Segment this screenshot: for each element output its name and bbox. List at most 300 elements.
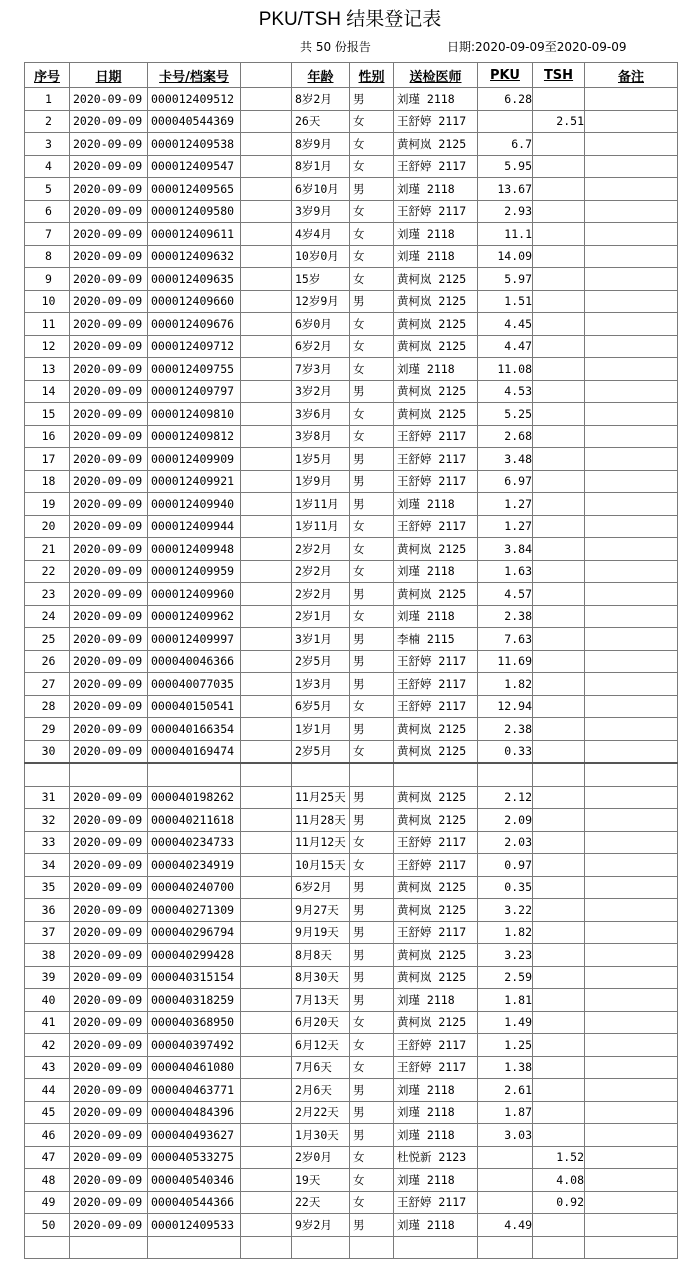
cell-pku: 1.25: [478, 1034, 533, 1057]
table-row: [25, 966, 678, 989]
cell-sex: 男: [350, 899, 394, 922]
cell-card-number: 000040234919: [148, 854, 241, 877]
cell-tsh: [533, 200, 585, 223]
cell-notes: [585, 989, 678, 1012]
cell-date: 2020-09-09: [70, 718, 148, 741]
cell-age: 26天: [292, 110, 350, 133]
cell-card-number: 000012409921: [148, 470, 241, 493]
cell-pku: 11.69: [478, 650, 533, 673]
cell-pku: 0.35: [478, 876, 533, 899]
table-row: [25, 673, 678, 696]
cell-notes: [585, 1169, 678, 1192]
cell-age: 8岁9月: [292, 133, 350, 156]
cell-age: 2岁2月: [292, 583, 350, 606]
cell-sex: 女: [350, 740, 394, 763]
cell-seq: 48: [25, 1169, 70, 1192]
cell-card-number: 000012409660: [148, 290, 241, 313]
cell-card-number: 000040533275: [148, 1146, 241, 1169]
cell-date: 2020-09-09: [70, 1056, 148, 1079]
table-row: [25, 448, 678, 471]
cell-pku: 14.09: [478, 245, 533, 268]
cell-pku: 2.12: [478, 786, 533, 809]
cell-notes: [585, 335, 678, 358]
cell-seq: 1: [25, 88, 70, 111]
cell-doctor: 刘瑾 2118: [394, 1079, 478, 1102]
cell-card-number: 000012409565: [148, 178, 241, 201]
cell-blank: [241, 1034, 292, 1057]
cell-sex: 男: [350, 493, 394, 516]
cell-seq: 23: [25, 583, 70, 606]
cell-sex: 男: [350, 718, 394, 741]
cell-tsh: [533, 673, 585, 696]
cell-tsh: [533, 1236, 585, 1259]
cell-pku: [478, 110, 533, 133]
cell-sex: 女: [350, 1146, 394, 1169]
cell-pku: [478, 1236, 533, 1259]
cell-blank: [241, 695, 292, 718]
cell-card-number: 000012409533: [148, 1214, 241, 1237]
cell-seq: 9: [25, 268, 70, 291]
cell-pku: [478, 1169, 533, 1192]
cell-seq: 3: [25, 133, 70, 156]
cell-card-number: 000040234733: [148, 831, 241, 854]
cell-card-number: 000012409940: [148, 493, 241, 516]
cell-tsh: [533, 403, 585, 426]
cell-blank: [241, 223, 292, 246]
cell-card-number: 000040240700: [148, 876, 241, 899]
cell-pku: 3.48: [478, 448, 533, 471]
cell-age: 1岁5月: [292, 448, 350, 471]
page-break-cell: [25, 763, 70, 786]
cell-date: 2020-09-09: [70, 335, 148, 358]
cell-blank: [241, 1214, 292, 1237]
cell-doctor: 王舒婷 2117: [394, 110, 478, 133]
cell-doctor: 王舒婷 2117: [394, 673, 478, 696]
cell-seq: 22: [25, 560, 70, 583]
cell-doctor: 王舒婷 2117: [394, 1034, 478, 1057]
cell-card-number: 000012409512: [148, 88, 241, 111]
cell-age: 2岁2月: [292, 560, 350, 583]
cell-age: 19天: [292, 1169, 350, 1192]
cell-date: 2020-09-09: [70, 515, 148, 538]
cell-doctor: 王舒婷 2117: [394, 425, 478, 448]
cell-age: 7月6天: [292, 1056, 350, 1079]
cell-seq: 18: [25, 470, 70, 493]
cell-sex: 男: [350, 1124, 394, 1147]
cell-seq: 17: [25, 448, 70, 471]
cell-blank: [241, 1124, 292, 1147]
cell-date: 2020-09-09: [70, 155, 148, 178]
report-subheader: [0, 38, 700, 56]
cell-sex: 女: [350, 268, 394, 291]
table-row: [25, 200, 678, 223]
cell-pku: 1.38: [478, 1056, 533, 1079]
page-break-cell: [585, 763, 678, 786]
cell-card-number: 000040544369: [148, 110, 241, 133]
table-row: [25, 1056, 678, 1079]
page-break-cell: [478, 763, 533, 786]
cell-seq: 47: [25, 1146, 70, 1169]
cell-seq: 8: [25, 245, 70, 268]
cell-pku: 4.57: [478, 583, 533, 606]
table-row: [25, 245, 678, 268]
cell-blank: [241, 380, 292, 403]
cell-age: 6岁2月: [292, 876, 350, 899]
cell-date: 2020-09-09: [70, 695, 148, 718]
cell-card-number: 000012409948: [148, 538, 241, 561]
cell-tsh: 1.52: [533, 1146, 585, 1169]
cell-seq: 15: [25, 403, 70, 426]
cell-tsh: [533, 290, 585, 313]
cell-blank: [241, 921, 292, 944]
cell-tsh: [533, 223, 585, 246]
table-row: [25, 1214, 678, 1237]
cell-age: 10岁0月: [292, 245, 350, 268]
table-row: [25, 944, 678, 967]
cell-tsh: [533, 831, 585, 854]
cell-doctor: 刘瑾 2118: [394, 1124, 478, 1147]
cell-pku: 3.84: [478, 538, 533, 561]
cell-pku: 7.63: [478, 628, 533, 651]
cell-sex: 男: [350, 583, 394, 606]
cell-seq: 42: [25, 1034, 70, 1057]
table-row: [25, 1101, 678, 1124]
cell-doctor: 黄柯岚 2125: [394, 335, 478, 358]
table-header: [25, 63, 678, 88]
cell-blank: [241, 831, 292, 854]
cell-date: 2020-09-09: [70, 223, 148, 246]
cell-date: 2020-09-09: [70, 88, 148, 111]
cell-pku: [478, 1191, 533, 1214]
cell-card-number: 000012409797: [148, 380, 241, 403]
cell-doctor: 黄柯岚 2125: [394, 718, 478, 741]
cell-tsh: [533, 921, 585, 944]
cell-blank: [241, 133, 292, 156]
cell-blank: [241, 718, 292, 741]
cell-date: 2020-09-09: [70, 268, 148, 291]
cell-doctor: [394, 1236, 478, 1259]
cell-pku: 4.47: [478, 335, 533, 358]
cell-age: 1岁9月: [292, 470, 350, 493]
cell-blank: [241, 403, 292, 426]
cell-notes: [585, 809, 678, 832]
cell-tsh: [533, 1011, 585, 1034]
cell-doctor: 黄柯岚 2125: [394, 268, 478, 291]
cell-doctor: 黄柯岚 2125: [394, 740, 478, 763]
cell-doctor: 王舒婷 2117: [394, 831, 478, 854]
cell-age: 15岁: [292, 268, 350, 291]
cell-seq: 2: [25, 110, 70, 133]
cell-pku: 3.03: [478, 1124, 533, 1147]
cell-tsh: [533, 268, 585, 291]
cell-date: 2020-09-09: [70, 876, 148, 899]
cell-blank: [241, 200, 292, 223]
cell-sex: 女: [350, 1191, 394, 1214]
table-row: [25, 223, 678, 246]
cell-date: 2020-09-09: [70, 1214, 148, 1237]
cell-sex: 男: [350, 1214, 394, 1237]
table-row: [25, 1034, 678, 1057]
cell-doctor: 黄柯岚 2125: [394, 403, 478, 426]
cell-blank: [241, 899, 292, 922]
cell-sex: 女: [350, 560, 394, 583]
cell-card-number: 000040493627: [148, 1124, 241, 1147]
cell-tsh: [533, 88, 585, 111]
cell-pku: 5.97: [478, 268, 533, 291]
cell-pku: 6.7: [478, 133, 533, 156]
cell-sex: 男: [350, 1101, 394, 1124]
cell-sex: 女: [350, 133, 394, 156]
cell-tsh: [533, 448, 585, 471]
cell-card-number: 000040540346: [148, 1169, 241, 1192]
table-row: [25, 831, 678, 854]
cell-blank: [241, 88, 292, 111]
table-row: [25, 110, 678, 133]
cell-age: 6月12天: [292, 1034, 350, 1057]
cell-sex: 女: [350, 425, 394, 448]
cell-card-number: 000040461080: [148, 1056, 241, 1079]
table-row: [25, 1079, 678, 1102]
table-row: [25, 854, 678, 877]
cell-blank: [241, 854, 292, 877]
cell-seq: 10: [25, 290, 70, 313]
cell-pku: 2.59: [478, 966, 533, 989]
cell-age: 3岁8月: [292, 425, 350, 448]
table-row: [25, 628, 678, 651]
cell-card-number: 000012409611: [148, 223, 241, 246]
cell-card-number: 000040198262: [148, 786, 241, 809]
cell-tsh: [533, 380, 585, 403]
cell-notes: [585, 538, 678, 561]
cell-pku: 2.68: [478, 425, 533, 448]
cell-notes: [585, 1034, 678, 1057]
cell-notes: [585, 899, 678, 922]
cell-card-number: 000012409944: [148, 515, 241, 538]
cell-blank: [241, 989, 292, 1012]
table-row-empty: [25, 1236, 678, 1259]
cell-sex: 女: [350, 313, 394, 336]
cell-seq: 20: [25, 515, 70, 538]
cell-seq: 35: [25, 876, 70, 899]
cell-age: 11月28天: [292, 809, 350, 832]
cell-tsh: [533, 899, 585, 922]
cell-tsh: [533, 538, 585, 561]
cell-date: 2020-09-09: [70, 178, 148, 201]
cell-blank: [241, 605, 292, 628]
cell-age: 12岁9月: [292, 290, 350, 313]
cell-notes: [585, 1056, 678, 1079]
cell-tsh: [533, 966, 585, 989]
cell-doctor: 刘瑾 2118: [394, 605, 478, 628]
cell-age: 2月22天: [292, 1101, 350, 1124]
cell-sex: 女: [350, 358, 394, 381]
cell-pku: 4.53: [478, 380, 533, 403]
column-header-pku: PKU: [478, 63, 533, 88]
cell-notes: [585, 695, 678, 718]
report-title: PKU/TSH 结果登记表: [258, 9, 442, 30]
table-row: [25, 380, 678, 403]
cell-tsh: [533, 786, 585, 809]
cell-date: 2020-09-09: [70, 650, 148, 673]
cell-sex: 女: [350, 538, 394, 561]
cell-card-number: 000040077035: [148, 673, 241, 696]
cell-notes: [585, 650, 678, 673]
cell-doctor: 王舒婷 2117: [394, 854, 478, 877]
cell-date: 2020-09-09: [70, 245, 148, 268]
cell-blank: [241, 809, 292, 832]
cell-seq: 43: [25, 1056, 70, 1079]
cell-sex: 女: [350, 223, 394, 246]
column-header-tsh: TSH: [533, 63, 585, 88]
cell-doctor: 刘瑾 2118: [394, 178, 478, 201]
cell-card-number: 000012409712: [148, 335, 241, 358]
cell-age: 6月20天: [292, 1011, 350, 1034]
cell-blank: [241, 358, 292, 381]
cell-date: 2020-09-09: [70, 470, 148, 493]
cell-pku: 6.28: [478, 88, 533, 111]
cell-date: 2020-09-09: [70, 673, 148, 696]
cell-tsh: [533, 335, 585, 358]
cell-blank: [241, 538, 292, 561]
cell-seq: 11: [25, 313, 70, 336]
cell-notes: [585, 740, 678, 763]
cell-tsh: [533, 628, 585, 651]
cell-sex: 女: [350, 245, 394, 268]
cell-blank: [241, 155, 292, 178]
cell-date: 2020-09-09: [70, 403, 148, 426]
cell-seq: 33: [25, 831, 70, 854]
cell-tsh: [533, 155, 585, 178]
cell-notes: [585, 628, 678, 651]
cell-pku: 1.81: [478, 989, 533, 1012]
cell-blank: [241, 673, 292, 696]
cell-card-number: 000012409997: [148, 628, 241, 651]
cell-pku: 1.82: [478, 921, 533, 944]
cell-sex: 男: [350, 470, 394, 493]
cell-doctor: 刘瑾 2118: [394, 1169, 478, 1192]
cell-notes: [585, 515, 678, 538]
cell-notes: [585, 493, 678, 516]
cell-card-number: 000040211618: [148, 809, 241, 832]
cell-sex: 男: [350, 448, 394, 471]
cell-doctor: 王舒婷 2117: [394, 448, 478, 471]
cell-blank: [241, 583, 292, 606]
cell-tsh: [533, 133, 585, 156]
cell-card-number: 000012409755: [148, 358, 241, 381]
cell-card-number: 000040463771: [148, 1079, 241, 1102]
cell-seq: 32: [25, 809, 70, 832]
cell-date: 2020-09-09: [70, 1146, 148, 1169]
cell-notes: [585, 1079, 678, 1102]
cell-tsh: [533, 989, 585, 1012]
cell-sex: 女: [350, 605, 394, 628]
table-row: [25, 695, 678, 718]
cell-tsh: [533, 1101, 585, 1124]
header-row: [25, 63, 678, 88]
cell-date: 2020-09-09: [70, 854, 148, 877]
cell-seq: 49: [25, 1191, 70, 1214]
cell-notes: [585, 966, 678, 989]
cell-notes: [585, 245, 678, 268]
cell-sex: 女: [350, 403, 394, 426]
cell-age: 8月8天: [292, 944, 350, 967]
cell-age: 1岁11月: [292, 493, 350, 516]
cell-tsh: [533, 1124, 585, 1147]
cell-sex: 男: [350, 809, 394, 832]
cell-date: 2020-09-09: [70, 493, 148, 516]
cell-seq: 19: [25, 493, 70, 516]
cell-card-number: 000012409635: [148, 268, 241, 291]
cell-notes: [585, 403, 678, 426]
cell-blank: [241, 1056, 292, 1079]
cell-doctor: 黄柯岚 2125: [394, 290, 478, 313]
cell-doctor: 王舒婷 2117: [394, 155, 478, 178]
cell-age: 4岁4月: [292, 223, 350, 246]
cell-sex: 男: [350, 876, 394, 899]
cell-sex: 男: [350, 989, 394, 1012]
cell-date: 2020-09-09: [70, 290, 148, 313]
cell-notes: [585, 605, 678, 628]
cell-age: 2岁0月: [292, 1146, 350, 1169]
cell-notes: [585, 1236, 678, 1259]
cell-tsh: [533, 1214, 585, 1237]
cell-seq: 38: [25, 944, 70, 967]
cell-tsh: [533, 560, 585, 583]
cell-sex: 女: [350, 854, 394, 877]
cell-age: 11月12天: [292, 831, 350, 854]
cell-doctor: 王舒婷 2117: [394, 470, 478, 493]
cell-doctor: 李楠 2115: [394, 628, 478, 651]
cell-blank: [241, 650, 292, 673]
cell-notes: [585, 178, 678, 201]
cell-card-number: 000012409909: [148, 448, 241, 471]
cell-pku: 2.93: [478, 200, 533, 223]
cell-sex: 男: [350, 628, 394, 651]
cell-date: 2020-09-09: [70, 628, 148, 651]
cell-pku: 2.38: [478, 605, 533, 628]
cell-sex: 女: [350, 1056, 394, 1079]
cell-notes: [585, 425, 678, 448]
cell-pku: 3.22: [478, 899, 533, 922]
cell-age: 8岁1月: [292, 155, 350, 178]
cell-notes: [585, 786, 678, 809]
cell-seq: 29: [25, 718, 70, 741]
cell-doctor: 王舒婷 2117: [394, 1056, 478, 1079]
cell-doctor: 黄柯岚 2125: [394, 583, 478, 606]
cell-date: 2020-09-09: [70, 560, 148, 583]
cell-notes: [585, 831, 678, 854]
cell-tsh: [533, 650, 585, 673]
cell-date: 2020-09-09: [70, 899, 148, 922]
cell-pku: 2.03: [478, 831, 533, 854]
cell-seq: 45: [25, 1101, 70, 1124]
cell-date: 2020-09-09: [70, 538, 148, 561]
cell-seq: 26: [25, 650, 70, 673]
cell-notes: [585, 1191, 678, 1214]
cell-date: 2020-09-09: [70, 786, 148, 809]
cell-notes: [585, 876, 678, 899]
cell-blank: [241, 1079, 292, 1102]
cell-tsh: 2.51: [533, 110, 585, 133]
cell-notes: [585, 470, 678, 493]
cell-notes: [585, 380, 678, 403]
cell-card-number: 000040299428: [148, 944, 241, 967]
cell-sex: 男: [350, 1079, 394, 1102]
cell-blank: [241, 178, 292, 201]
cell-age: 11月25天: [292, 786, 350, 809]
cell-pku: 5.25: [478, 403, 533, 426]
cell-date: 2020-09-09: [70, 358, 148, 381]
